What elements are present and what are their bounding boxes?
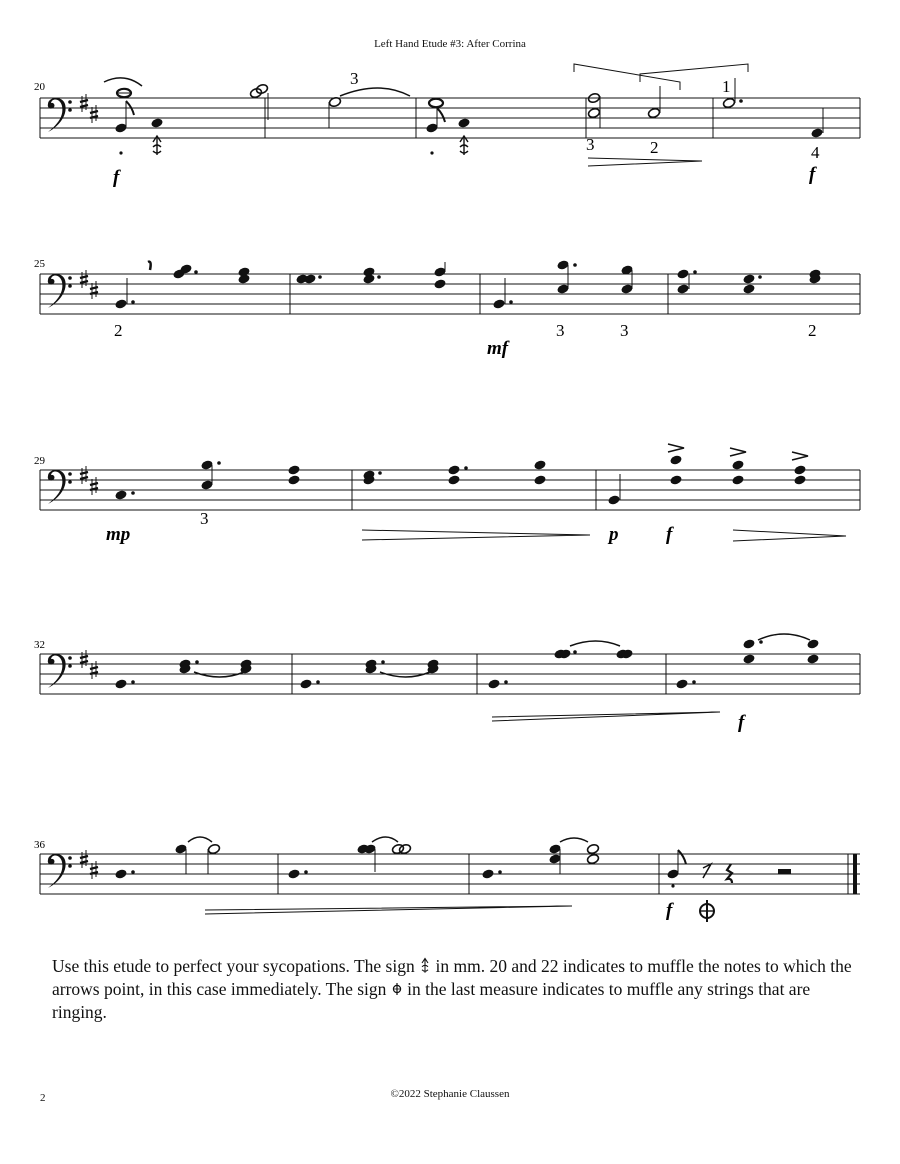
dynamic-mark: f [666,524,673,545]
measure-number: 29 [34,455,45,467]
fingering: 2 [808,321,817,340]
fingering: 4 [811,143,820,162]
dynamic-mark: f [738,712,745,733]
fingering: 3 [620,321,629,340]
fingering: 2 [114,321,123,340]
page-number: 2 [40,1092,46,1104]
instructions-part-1: Use this etude to perfect your sycopations. The sign [52,956,415,976]
measure-number: 36 [34,839,45,851]
page-header-title: Left Hand Etude #3: After Corrina [374,38,526,50]
fingering: 2 [650,138,659,157]
system-4 [34,634,860,733]
dynamic-mark: f [666,900,673,921]
dynamic-mark: mp [106,524,131,545]
system-1 [34,64,860,188]
instructions-part-2: in mm. 20 and 22 indicates to muffle the notes to which the arrows point, in this case immediately. The sign [52,956,852,999]
system-3 [34,444,860,545]
system-2 [34,258,860,359]
fingering: 3 [586,135,595,154]
system-5 [34,837,860,922]
fingering: 3 [350,69,359,88]
dynamic-mark: mf [487,338,509,359]
copyright-footer: ©2022 Stephanie Claussen [390,1088,510,1100]
instructions-part-3: in the last measure indicates to muffle any strings that are ringing. [52,979,811,1022]
instructions-paragraph [52,955,852,1024]
measure-number: 25 [34,258,45,270]
muffle-arrow-icon [419,957,431,975]
dynamic-mark: p [609,524,619,545]
dynamic-mark: f [809,164,816,185]
fingering: 3 [200,509,209,528]
dynamic-mark: f [113,167,120,188]
fingering: 3 [556,321,565,340]
measure-number: 32 [34,639,45,651]
measure-number: 20 [34,81,45,93]
fingering: 1 [722,77,731,96]
muffle-all-icon [391,980,403,998]
